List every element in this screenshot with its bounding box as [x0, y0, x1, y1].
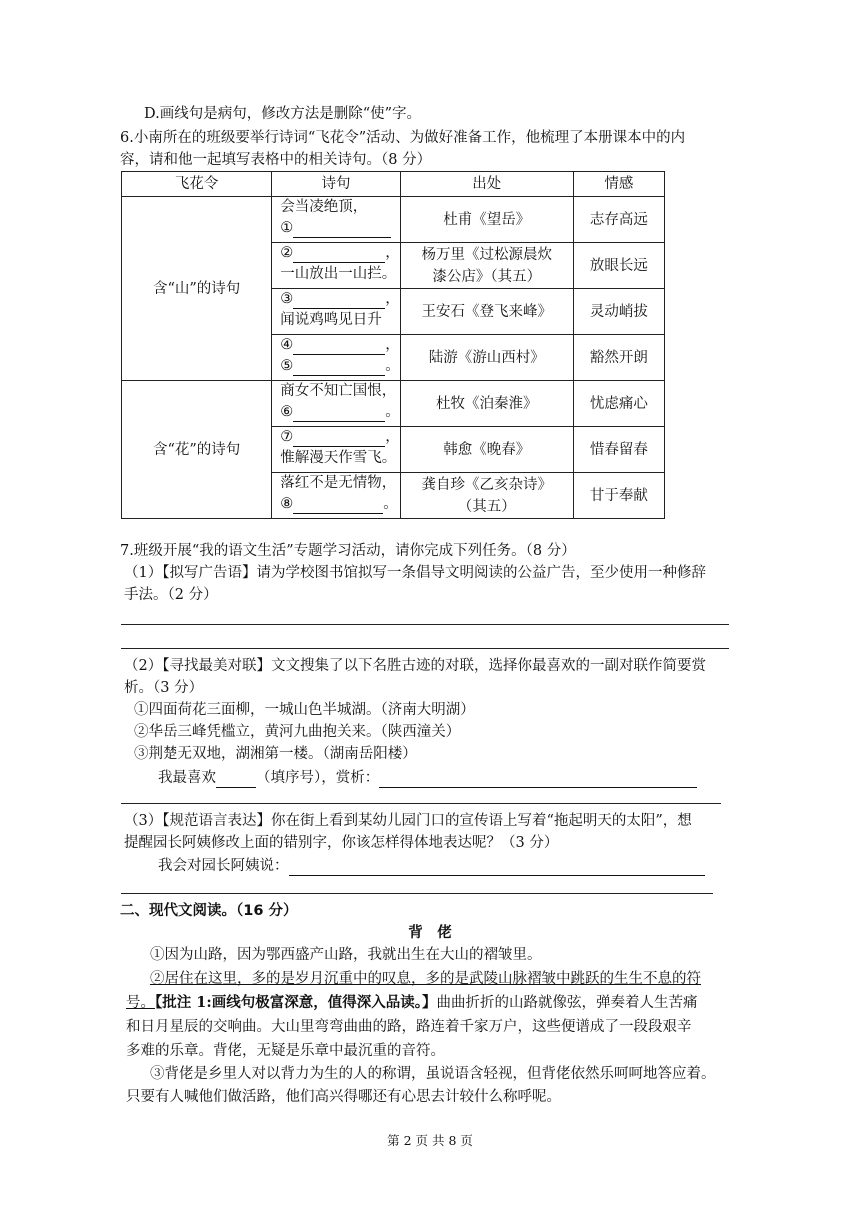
answer-blank-6[interactable] [293, 406, 385, 422]
emotion-cell: 志存高远 [573, 197, 664, 243]
page-number: 第 2 页 共 8 页 [387, 1133, 473, 1148]
source-cell: 陆游《游山西村》 [400, 335, 573, 381]
answer-blank-1[interactable] [293, 222, 391, 238]
group-mountain: 含“山”的诗句 [122, 197, 272, 381]
answer-blank-4[interactable] [293, 339, 385, 355]
article-para-3-line1: ③背佬是乡里人对以背力为生的人的称谓，虽说语含轻视，但背佬依然乐呵呵地答应着。 [150, 1066, 716, 1082]
answer-blank-8[interactable] [293, 498, 383, 514]
q7-part2-line1: （2）【寻找最美对联】文文搜集了以下名胜古迹的对联，选择你最喜欢的一副对联作简要赏 [124, 658, 706, 674]
table-row [122, 197, 665, 243]
q7-part2-line2: 析。（3 分） [124, 680, 204, 696]
emotion-cell: 豁然开朗 [573, 335, 664, 381]
answer-blank-7[interactable] [293, 431, 385, 447]
answer-line[interactable] [121, 648, 729, 649]
source-cell: 杜牧《泊秦淮》 [400, 381, 573, 427]
source-cell: 杨万里《过松源晨炊 漆公店》（其五） [400, 243, 573, 289]
answer-blank-5[interactable] [293, 360, 385, 376]
article-para-2-line3: 和日月星辰的交响曲。大山里弯弯曲曲的路，路连着千家万户，这些便谱成了一段段艰辛 [126, 1019, 692, 1035]
feihualing-table [121, 171, 665, 519]
emotion-cell: 惜春留春 [573, 427, 664, 473]
section-heading: 二、现代文阅读。（16 分） [120, 903, 298, 919]
couplet-2: ②华岳三峰凭槛立，黄河九曲抱关来。（陕西潼关） [134, 724, 461, 740]
source-cell: 龚自珍《乙亥杂诗》 （其五） [400, 473, 573, 519]
couplet-1: ①四面荷花三面柳，一城山色半城湖。（济南大明湖） [134, 702, 475, 718]
emotion-cell: 忧虑痛心 [573, 381, 664, 427]
favorite-line: 我最喜欢 （填序号），赏析： [158, 768, 697, 788]
q7-part3-line2: 提醒园长阿姨修改上面的错别字，你该怎样得体地表达呢？（3 分） [124, 835, 559, 851]
answer-line[interactable] [121, 893, 713, 894]
answer-blank-2[interactable] [293, 247, 385, 263]
answer-blank[interactable] [289, 860, 705, 876]
poem-cell: ③ ， 闻说鸡鸣见日升 [272, 289, 401, 335]
source-cell: 王安石《登飞来峰》 [400, 289, 573, 335]
poem-cell: ② ， 一山放出一山拦。 [272, 243, 401, 289]
q7-part3-line1: （3）【规范语言表达】你在街上看到某幼儿园门口的宣传语上写着“拖起明天的太阳”，想 [124, 813, 692, 829]
favorite-number-blank[interactable] [216, 772, 256, 788]
q6-stem-line1: 6.小南所在的班级要举行诗词“飞花令”活动、为做好准备工作，他梳理了本册课本中的内 [120, 130, 686, 146]
q7-part3-answer: 我会对园长阿姨说： [158, 856, 705, 876]
article-para-3-line2: 只要有人喊他们做活路，他们高兴得哪还有心思去计较什么称呼呢。 [126, 1089, 561, 1105]
appreciation-blank[interactable] [379, 772, 697, 788]
article-para-2-line4: 多难的乐章。背佬，无疑是乐章中最沉重的音符。 [126, 1043, 445, 1059]
answer-line[interactable] [121, 803, 721, 804]
poem-cell: ④ ， ⑤ 。 [272, 335, 401, 381]
answer-blank-3[interactable] [293, 293, 385, 309]
emotion-cell: 灵动峭拔 [573, 289, 664, 335]
answer-line[interactable] [121, 624, 729, 625]
poem-cell: 商女不知亡国恨， ⑥ 。 [272, 381, 401, 427]
article-para-2-line1: ②居住在这里，多的是岁月沉重中的叹息，多的是武陵山脉褶皱中跳跃的生生不息的符 [150, 971, 701, 987]
option-d: D.画线句是病句，修改方法是删除“使”字。 [144, 106, 422, 122]
article-para-1: ①因为山路，因为鄂西盛产山路，我就出生在大山的褶皱里。 [150, 947, 542, 963]
emotion-cell: 甘于奉献 [573, 473, 664, 519]
q7-part1-line2: 手法。（2 分） [124, 587, 218, 603]
poem-cell: 会当凌绝顶， ① [272, 197, 401, 243]
q7-intro: 7.班级开展“我的语文生活”专题学习活动，请你完成下列任务。（8 分） [120, 543, 576, 559]
annotation-1: 【批注 1:画线句极富深意，值得深入品读。】 [155, 994, 437, 1011]
emotion-cell: 放眼长远 [573, 243, 664, 289]
poem-cell: ⑦ ， 惟解漫天作雪飞。 [272, 427, 401, 473]
group-flower: 含“花”的诗句 [122, 381, 272, 519]
q7-part1-line1: （1）【拟写广告语】请为学校图书馆拟写一条倡导文明阅读的公益广告，至少使用一种修辞 [124, 565, 706, 581]
source-cell: 韩愈《晚春》 [400, 427, 573, 473]
article-para-2-line2: 号。【批注 1:画线句极富深意，值得深入品读。】曲曲折折的山路就像弦，弹奏着人生苦痛 [126, 994, 698, 1011]
article-title: 背 佬 [408, 924, 452, 941]
q6-stem-line2: 容，请和他一起填写表格中的相关诗句。（8 分） [120, 152, 432, 168]
header-poem: 诗句 [272, 172, 401, 197]
source-cell: 杜甫《望岳》 [400, 197, 573, 243]
table-header-row [122, 172, 665, 197]
header-feihualing: 飞花令 [122, 172, 272, 197]
couplet-3: ③荆楚无双地，湖湘第一楼。（湖南岳阳楼） [134, 746, 417, 762]
header-emotion: 情感 [573, 172, 664, 197]
poem-cell: 落红不是无情物， ⑧ 。 [272, 473, 401, 519]
header-source: 出处 [400, 172, 573, 197]
table-row [122, 381, 665, 427]
